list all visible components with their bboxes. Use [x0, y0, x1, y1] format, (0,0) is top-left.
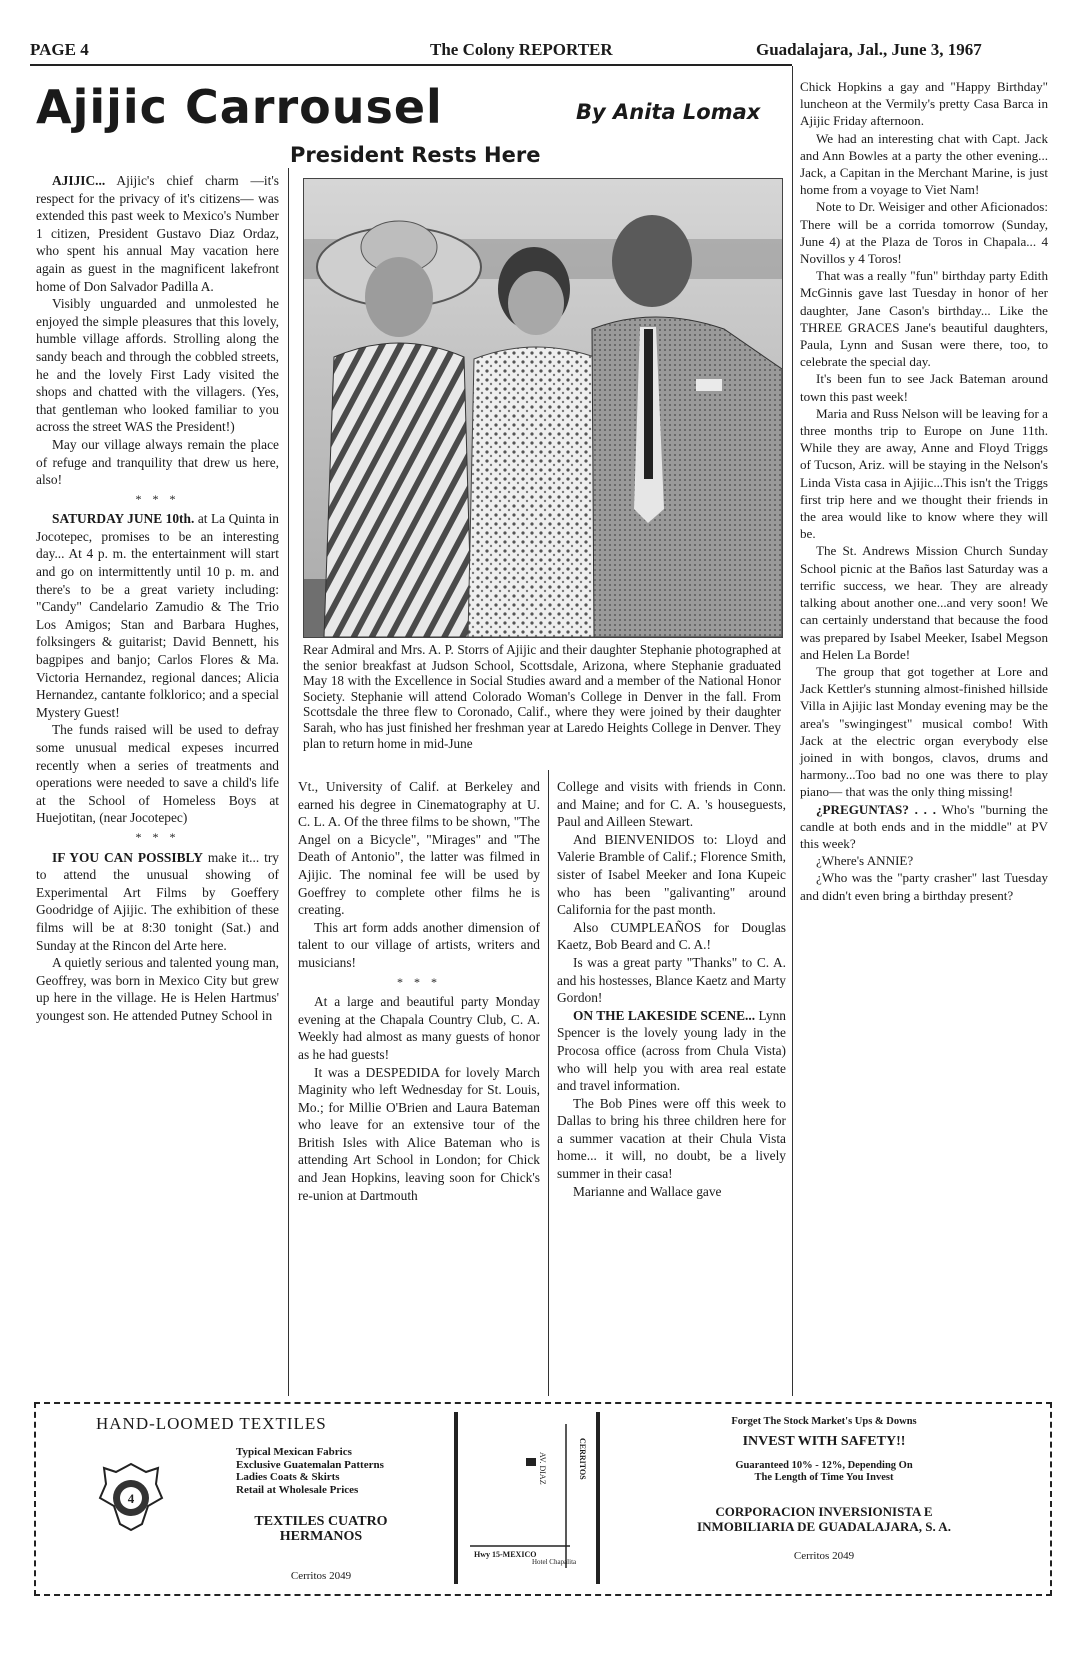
- col4-paragraph: Maria and Russ Nelson will be leaving for a three months trip to Europe on June 11th. While they are away, Anne and Floyd Triggs of Tucson, Ariz. will be staying in the Nelson's Linda Vista casa in Ajijic...This isn't the Triggs first trip here and we thought their friends in the area would like to know where they will be.: [800, 405, 1048, 542]
- col4-paragraph: That was a really "fun" birthday party Edith McGinnis gave last Tuesday in honor of her daughter, Jane Cason's birthday... Like the THREE GRACES Jane's beautiful daughters, Paula, Lynn and Susan were there, too, to celebrate the special day.: [800, 268, 1048, 370]
- column-3: [557, 778, 786, 1200]
- section-stars: * * *: [397, 974, 441, 989]
- col1-paragraph: A quietly serious and talented young man, Geoffrey, was born in Mexico City but grew up here in the village. He is Helen Hartmus' youngest son. He attended Putney School in: [36, 955, 279, 1023]
- section-stars: * * *: [135, 491, 180, 506]
- crest-icon: [96, 1460, 166, 1534]
- col4-paragraph: We had an interesting chat with Capt. Jack and Ann Bowles at a party the other evening... Jack, a Capitan in the Merchant Marine, is just home from a voyage to Viet Nam!: [800, 130, 1048, 198]
- crest-logo: [96, 1460, 166, 1539]
- col3-paragraph: The Bob Pines were off this week to Dallas to bring his three children here for a summer vacation at their Chula Vista home... it will, no doubt, be a lively summer in their casa!: [557, 1095, 786, 1182]
- col1-paragraph: at La Quinta in Jocotepec, promises to be an interesting day... At 4 p. m. the entertainment will start and go on intermittently until 10 p. m. and there's to be a great variety including: "Candy" Candelario Zamudio & The Trio Los Amigos; Stan and Barbara Hughes, folksingers & guitarist; David Bennett, his bagpipes and banjo; Carlos Flores & Ma. Victoria Hernandez, regional dances; Alicia Hernandez, cantante folklorico; and a special Mystery Guest!: [36, 511, 279, 720]
- ad-textiles-address: Cerritos 2049: [290, 1570, 352, 1582]
- map-street-diaz: AV. DIAZ: [538, 1452, 547, 1485]
- section-stars: * * *: [135, 829, 180, 844]
- newspaper-name: The Colony REPORTER: [430, 40, 613, 59]
- location-map: [466, 1418, 590, 1578]
- ad-invest-headline: INVEST WITH SAFETY!!: [742, 1434, 906, 1449]
- col2-paragraph: It was a DESPEDIDA for lovely March Maginity who left Wednesday for St. Louis, Mo.; for Millie O'Brien and Laura Bateman who leave for an extensive tour of the British Isles with Alice Bateman who is attending Art School in London; for Chick and Jean Hopkins, leaving soon for Chick's re-union at Dartmouth: [298, 1064, 540, 1203]
- col1-lead: AJIJIC...: [52, 173, 106, 188]
- ad-textiles-name: [236, 1514, 406, 1544]
- photo-headline: President Rests Here: [290, 143, 541, 167]
- col4-paragraph: It's been fun to see Jack Bateman around town this past week!: [800, 371, 1048, 404]
- ad-name-line: TEXTILES CUATRO: [254, 1514, 388, 1529]
- ad-line: Retail at Wholesale Prices: [236, 1483, 359, 1496]
- col4-paragraph: Chick Hopkins a gay and "Happy Birthday" luncheon at the Vermily's pretty Casa Barca in Ajijic Friday afternoon.: [800, 79, 1048, 129]
- col2-paragraph: At a large and beautiful party Monday evening at the Chapala Country Club, C. A. Weekly had almost as many guests of honor as he had guests!: [298, 994, 540, 1062]
- col1-paragraph: The funds raised will be used to defray some unusual medical expeses incurred recently when a series of treatments and operations were needed to save a child's life at the School of Homeless Boys at Huejotitan, (near Jocotepec): [36, 722, 279, 826]
- col2-paragraph: This art form adds another dimension of talent to our village of artists, writers and musicians!: [298, 919, 540, 970]
- col3-paragraph: Lynn Spencer is the lovely young lady in the Procosa office (across from Chula Vista) who will help you with area real estate and travel information.: [557, 1007, 786, 1094]
- map-highway: Hwy 15-MEXICO: [474, 1550, 537, 1559]
- advertisement-box: [34, 1402, 1052, 1596]
- ad-invest-line: The Length of Time You Invest: [754, 1472, 894, 1483]
- map-street-cerritos: CERRITOS: [578, 1438, 587, 1480]
- svg-text:4: 4: [127, 1491, 135, 1506]
- col3-paragraph: College and visits with friends in Conn. and Maine; and for C. A. 's houseguests, Paul and Ailleen Stewart.: [557, 779, 786, 830]
- col4-lead: ¿PREGUNTAS? . . .: [816, 801, 936, 817]
- ad-invest-line1: Forget The Stock Market's Ups & Downs: [731, 1416, 917, 1427]
- ad-textiles-lines: [236, 1446, 384, 1496]
- ad-textiles-heading: HAND-LOOMED TEXTILES: [96, 1414, 327, 1433]
- page-number: PAGE 4: [30, 40, 89, 59]
- ad-divider: [454, 1412, 458, 1584]
- map-hotel: Hotel Chapalita: [532, 1558, 577, 1566]
- ad-name-line: HERMANOS: [279, 1529, 363, 1544]
- col2-paragraph: Vt., University of Calif. at Berkeley and earned his degree in Cinematography at U. C. L. A. Of the three films to be shown, "The Angel on a Bicycle", "Mirages" and "The Death of Antonio", the latter was filmed in Ajijic. The nominal fee will be used by Goeffrey to complete other films he is creating.: [298, 779, 540, 918]
- col3-paragraph: And BIENVENIDOS to: Lloyd and Valerie Bramble of Calif.; Florence Smith, sister of Isabel Meeker and Iona Kupeic who has been "galivanting" around California for the past month.: [557, 831, 786, 918]
- byline: By Anita Lomax: [576, 100, 761, 124]
- col3-paragraph: Marianne and Wallace gave: [573, 1183, 722, 1199]
- ad-company-line: CORPORACION INVERSIONISTA E: [715, 1504, 933, 1519]
- col3-paragraph: Is was a great party "Thanks" to C. A. and his hostesses, Blance Kaetz and Marty Gordon!: [557, 954, 786, 1006]
- column-rule: [548, 770, 549, 1396]
- col3-paragraph: Also CUMPLEAÑOS for Douglas Kaetz, Bob Beard and C. A.!: [557, 919, 786, 953]
- ad-line: Typical Mexican Fabrics: [236, 1446, 352, 1458]
- col4-paragraph: ¿Where's ANNIE?: [816, 853, 914, 869]
- column-2: [298, 778, 540, 1204]
- column-title: Ajijic Carrousel: [36, 80, 443, 134]
- ad-line: Ladies Coats & Skirts: [236, 1471, 340, 1483]
- col1-paragraph: Visibly unguarded and unmolested he enjoyed the simple pleasures that this lovely, humble village affords. Strolling along the sandy beach and through the cobbled streets, he and the lovely First Lady visited the shops and chatted with the villagers. (Yes, that gentleman who looked familiar to you across the street WAS the President!): [36, 296, 279, 435]
- col1-lead: IF YOU CAN POSSIBLY: [52, 849, 203, 865]
- column-1: [36, 172, 279, 1025]
- col4-paragraph: Who's "burning the candle at both ends and in the middle" at PV this week?: [800, 801, 1048, 851]
- column-rule: [288, 168, 289, 1396]
- column-4: [800, 78, 1048, 904]
- col4-paragraph: The St. Andrews Mission Church Sunday School picnic at the Baños last Saturday was a terrific success, we hear. They are already talking about another one...and very soon! We can certainly understand that because the food was prepared by Isabel Meeker, Isabel Megson and Helen La Borde!: [800, 543, 1048, 662]
- column-rule: [792, 66, 793, 1396]
- col4-paragraph: Note to Dr. Weisiger and other Aficionados: There will be a corrida tomorrow (Sunday, June 4) at the Plaza de Toros in Chapala... 4 Novillos y 4 Toros!: [800, 199, 1048, 267]
- col3-lead: ON THE LAKESIDE SCENE...: [573, 1007, 756, 1023]
- masthead-rule: [30, 64, 792, 66]
- dateline: Guadalajara, Jal., June 3, 1967: [756, 40, 982, 59]
- ad-invest-address: Cerritos 2049: [793, 1550, 855, 1562]
- ad-line: Exclusive Guatemalan Patterns: [236, 1458, 384, 1471]
- col4-paragraph: The group that got together at Lore and Jack Kettler's stunning almost-finished hillside Villa in Ajijic last Monday evening may be the area's "swingingest" musical combo! With Jack at the electric organ everybody else joined in with bongos, clavos, drums and harmony...Too bad no one was there to play piano— that was the only thing missing!: [800, 663, 1048, 800]
- ad-divider: [596, 1412, 600, 1584]
- ad-invest-company: [614, 1504, 1034, 1534]
- photo-storrs-family: [304, 179, 782, 637]
- photo-caption: Rear Admiral and Mrs. A. P. Storrs of Ajijic and their daughter Stephanie photographed at the senior breakfast at Judson School, Scottsdale, Arizona, where Stephanie graduated May 18 with the Excellence in Social Studies award and a member of the National Honor Society. Stephanie will attend Colorado Woman's College in Denver in the fall. From Scottsdale the three flew to Coronado, Calif., where they were joined by their daughter Sarah, who has just finished her freshman year at Laredo Heights College in Denver. They plan to return home in mid-June: [303, 642, 781, 751]
- col1-paragraph: May our village always remain the place of refuge and tranquility that drew us here, also!: [36, 436, 279, 488]
- col1-paragraph: Ajijic's chief charm —it's respect for the privacy of it's citizens— was extended this past week to Mexico's Number 1 citizen, President Gustavo Diaz Ordaz, who spent his annual May vacation here again as guest in the magnificent lakefront home of Don Salvador Padilla A.: [36, 173, 279, 294]
- news-photo: [303, 178, 783, 638]
- ad-company-line: INMOBILIARIA DE GUADALAJARA, S. A.: [697, 1519, 951, 1534]
- col1-paragraph: make it... try to attend the unusual showing of Experimental Art Films by Goeffery Goodridge of Ajijic. The exhibition of these films will be at 8:30 tonight (Sat.) and Sunday at the Rincon del Arte here.: [36, 849, 279, 953]
- ad-invest-terms: [614, 1460, 1034, 1484]
- ad-invest-line: Guaranteed 10% - 12%, Depending On: [735, 1460, 913, 1471]
- col4-paragraph: ¿Who was the "party crasher" last Tuesday and didn't even bring a birthday present?: [800, 870, 1048, 903]
- col1-lead: SATURDAY JUNE 10th.: [52, 511, 195, 527]
